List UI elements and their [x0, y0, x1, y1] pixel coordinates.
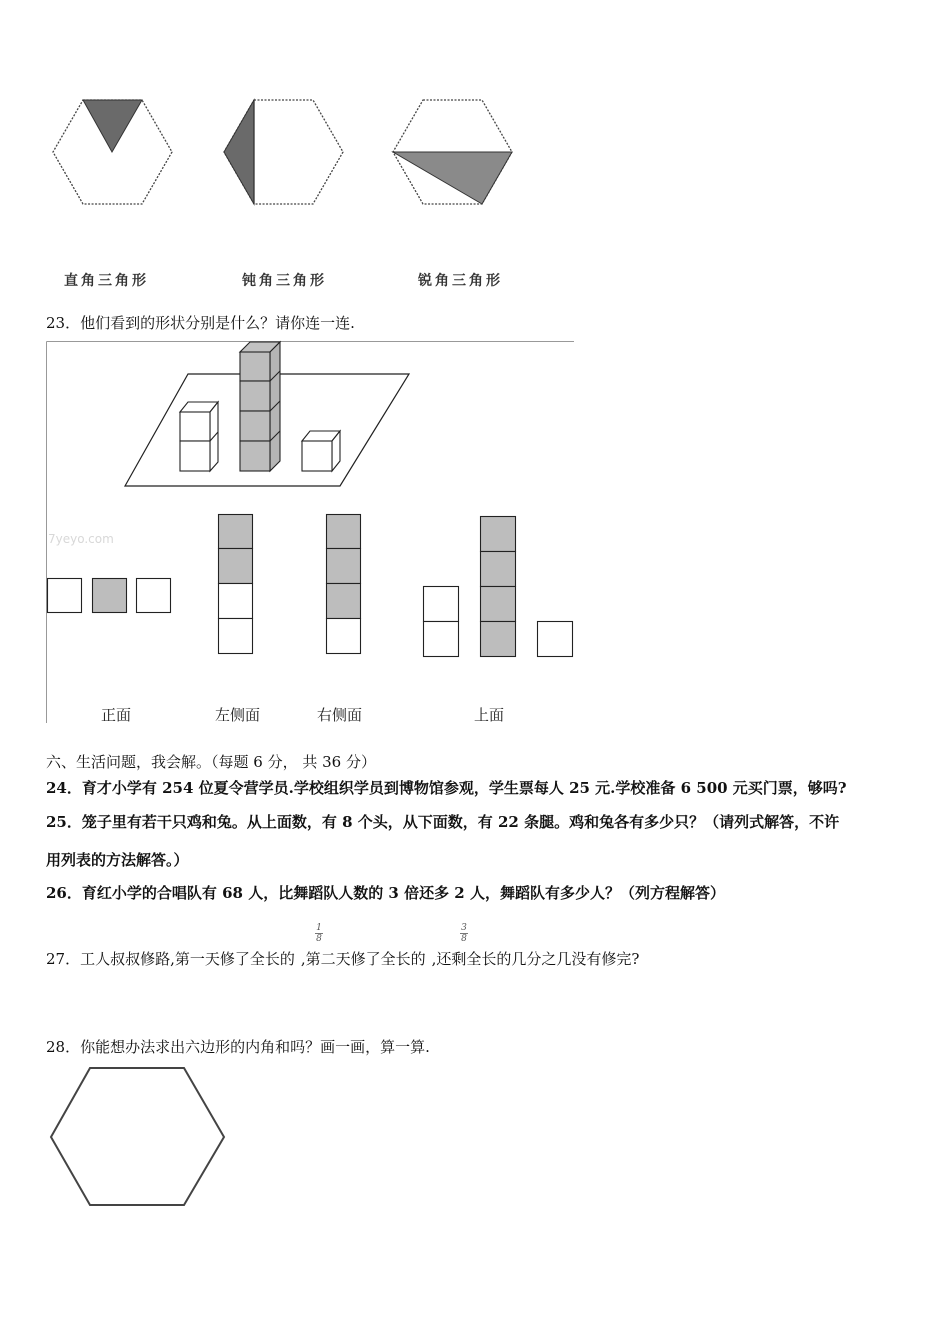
question-25-line1: 25．笼子里有若干只鸡和兔。从上面数，有 8 个头，从下面数，有 22 条腿。鸡和兔各有多少只？（请列式解答，不许: [46, 813, 840, 831]
fraction-one-eighth: [314, 924, 324, 943]
fraction-one-eighth-den: 8: [316, 934, 322, 944]
fraction-three-eighths: [459, 924, 469, 943]
view-front-squares: [46, 577, 174, 615]
view-label-left: 左侧面: [215, 706, 261, 724]
hexagon-obtuse-triangle-figure: [221, 98, 346, 206]
question-28: 28．你能想办法求出六边形的内角和吗？画一画，算一算.: [46, 1038, 430, 1056]
question-27-part1: 27．工人叔叔修路,第一天修了全长的: [46, 950, 295, 968]
cube-scene: [120, 340, 420, 492]
view-label-right: 右侧面: [317, 706, 363, 724]
question-27: [46, 948, 639, 969]
view-label-front: 正面: [101, 706, 132, 724]
fraction-three-eighths-den: 8: [461, 934, 467, 944]
hexagon-label-obtuse: 钝角三角形: [242, 273, 327, 289]
fraction-three-eighths-num: 3: [461, 923, 467, 933]
question-24: 24．育才小学有 254 位夏令营学员.学校组织学员到博物馆参观，学生票每人 25 元.学校准备 6 500 元买门票，够吗?: [46, 779, 847, 797]
view-top-squares: [422, 515, 577, 660]
watermark: 7yeyo.com: [48, 532, 114, 546]
view-label-top: 上面: [474, 706, 505, 724]
hexagon-label-acute: 锐角三角形: [418, 273, 503, 289]
left-stack-cubes: [180, 402, 218, 471]
middle-stack-cubes: [240, 342, 280, 471]
hexagon-acute-triangle-figure: [390, 98, 515, 206]
question-27-part2: ,第二天修了全长的: [300, 950, 426, 968]
question-26: 26．育红小学的合唱队有 68 人，比舞蹈队人数的 3 倍还多 2 人，舞蹈队有多少人？（列方程解答）: [46, 884, 725, 902]
section-six-heading: 六、生活问题，我会解。（每题 6 分， 共 36 分）: [46, 753, 376, 771]
view-right-side-squares: [325, 513, 365, 657]
question-23: 23．他们看到的形状分别是什么？请你连一连.: [46, 314, 355, 332]
view-left-side-squares: [217, 513, 257, 657]
question-27-part3: ,还剩全长的几分之几没有修完?: [431, 950, 640, 968]
right-single-cube: [302, 431, 340, 471]
hexagon-label-right: 直角三角形: [64, 273, 149, 289]
fraction-one-eighth-num: 1: [316, 923, 322, 933]
hexagon-right-triangle-figure: [50, 98, 175, 206]
hexagon-figure: [48, 1066, 226, 1208]
question-25-line2: 用列表的方法解答。）: [46, 851, 189, 869]
